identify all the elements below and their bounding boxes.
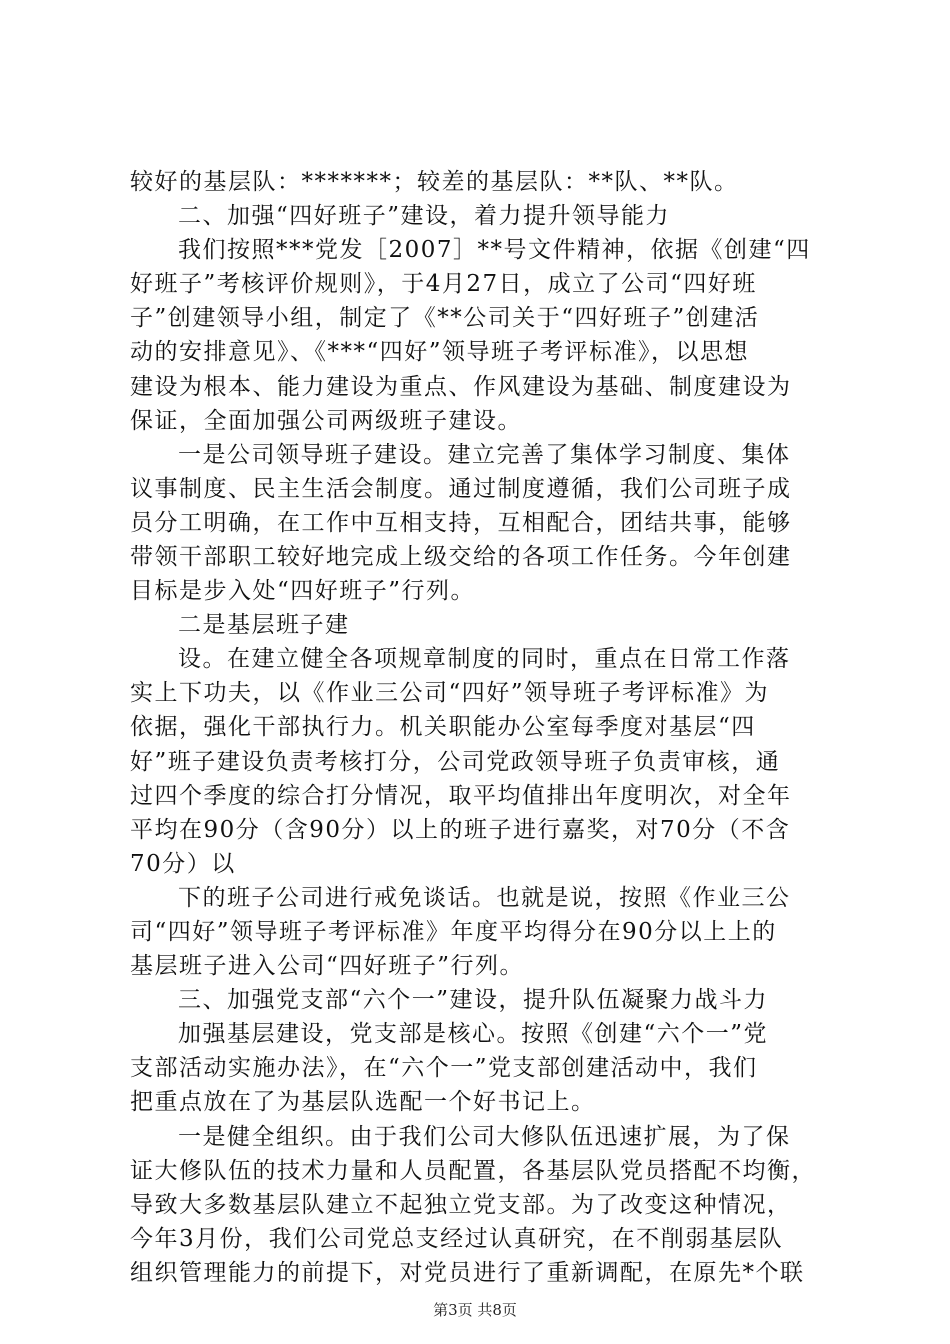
body-line: 好”班子建设负责考核打分，公司党政领导班子负责审核，通 xyxy=(130,748,781,775)
body-line: 好班子”考核评价规则》，于4月27日，成立了公司“四好班 xyxy=(130,271,757,298)
body-line: 依据，强化干部执行力。机关职能办公室每季度对基层“四 xyxy=(130,714,756,741)
body-line: 导致大多数基层队建立不起独立党支部。为了改变这种情况， xyxy=(130,1191,792,1218)
body-line: 保证，全面加强公司两级班子建设。 xyxy=(130,407,522,434)
body-line: 动的安排意见》、《***“四好”领导班子考评标准》，以思想 xyxy=(130,339,750,366)
body-line: 下的班子公司进行戒免谈话。也就是说，按照《作业三公 xyxy=(178,884,791,911)
body-line: 二是基层班子建 xyxy=(178,612,350,639)
body-line: 一是健全组织。由于我们公司大修队伍迅速扩展，为了保 xyxy=(178,1123,791,1150)
body-line: 组织管理能力的前提下，对党员进行了重新调配，在原先*个联 xyxy=(130,1259,805,1286)
body-line: 加强基层建设，党支部是核心。按照《创建“六个一”党 xyxy=(178,1021,769,1048)
body-line: 设。在建立健全各项规章制度的同时，重点在日常工作落 xyxy=(178,646,791,673)
body-line: 过四个季度的综合打分情况，取平均值排出年度明次，对全年 xyxy=(130,782,792,809)
body-line: 平均在90分（含90分）以上的班子进行嘉奖，对70分（不含 xyxy=(130,816,791,843)
body-line: 支部活动实施办法》，在“六个一”党支部创建活动中，我们 xyxy=(130,1055,758,1082)
body-line: 我们按照***党发［2007］**号文件精神，依据《创建“四 xyxy=(178,237,811,264)
body-line: 议事制度、民主生活会制度。通过制度遵循，我们公司班子成 xyxy=(130,475,792,502)
body-line: 实上下功夫，以《作业三公司“四好”领导班子考评标准》为 xyxy=(130,680,770,707)
body-line: 今年3月份，我们公司党总支经过认真研究，在不削弱基层队 xyxy=(130,1225,784,1252)
body-line: 目标是步入处“四好班子”行列。 xyxy=(130,578,476,605)
body-line: 建设为根本、能力建设为重点、作风建设为基础、制度建设为 xyxy=(130,373,792,400)
body-line: 一是公司领导班子建设。建立完善了集体学习制度、集体 xyxy=(178,441,791,468)
body-line: 子”创建领导小组，制定了《**公司关于“四好班子”创建活 xyxy=(130,305,760,332)
section-heading: 二、加强“四好班子”建设，着力提升领导能力 xyxy=(178,203,671,230)
body-line: 带领干部职工较好地完成上级交给的各项工作任务。今年创建 xyxy=(130,544,792,570)
body-line: 证大修队伍的技术力量和人员配置，各基层队党员搭配不均衡， xyxy=(130,1157,816,1184)
body-line: 基层班子进入公司“四好班子”行列。 xyxy=(130,953,525,980)
body-line: 司“四好”领导班子考评标准》年度平均得分在90分以上上的 xyxy=(130,919,777,945)
section-heading: 三、加强党支部“六个一”建设，提升队伍凝聚力战斗力 xyxy=(178,987,769,1014)
body-line: 70分）以 xyxy=(130,850,236,877)
body-line: 员分工明确，在工作中互相支持，互相配合，团结共事，能够 xyxy=(130,509,792,536)
page-number-footer: 第3页 共8页 xyxy=(433,1301,517,1319)
body-line: 把重点放在了为基层队选配一个好书记上。 xyxy=(130,1089,596,1116)
body-line: 较好的基层队：*******；较差的基层队：**队、**队。 xyxy=(130,169,739,195)
